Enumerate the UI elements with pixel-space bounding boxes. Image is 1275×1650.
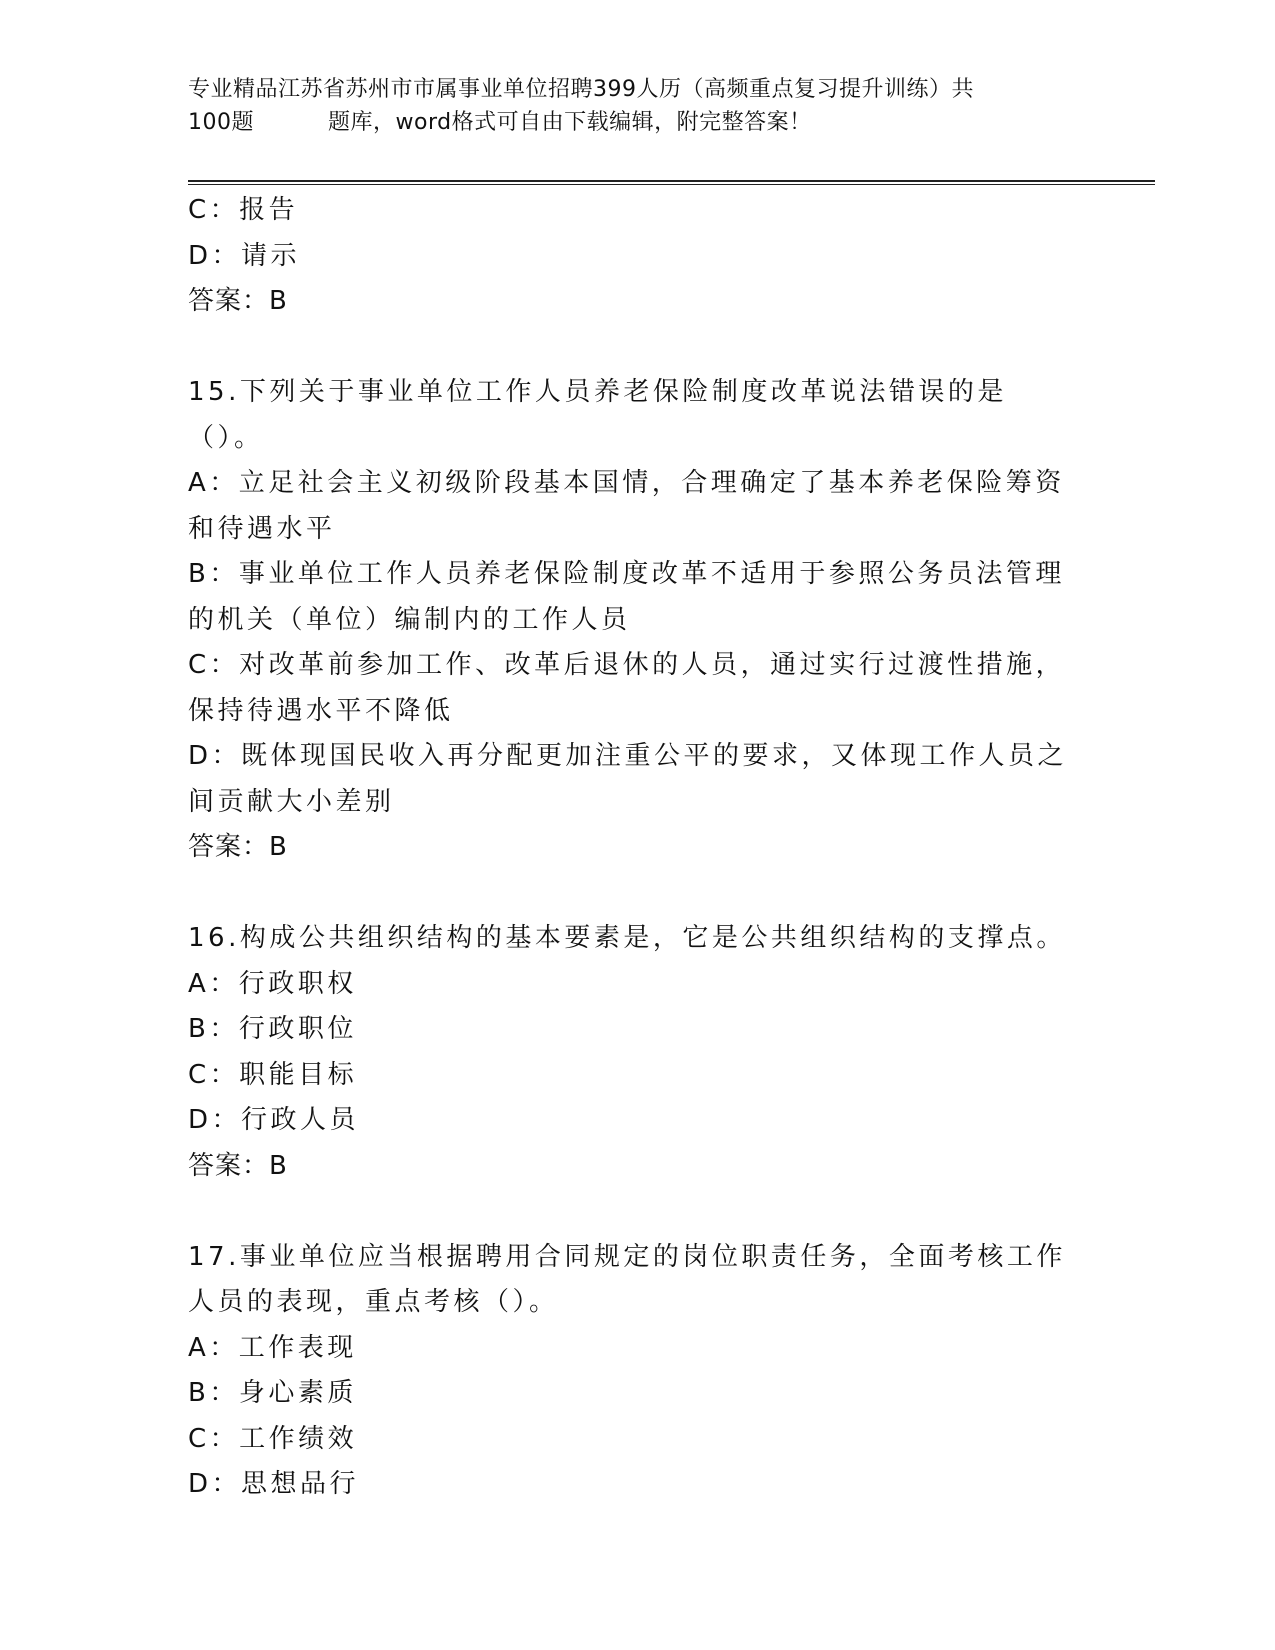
header-line-2	[188, 106, 1068, 139]
question-stem: 16.构成公共组织结构的基本要素是，它是公共组织结构的支撑点。	[188, 923, 1066, 953]
document-header	[188, 73, 1068, 139]
option-b: B：身心素质	[188, 1378, 357, 1408]
header-question-count: 100题	[188, 110, 254, 135]
option-d: D：既体现国民收入再分配更加注重公平的要求，又体现工作人员之间贡献大小差别	[188, 741, 1068, 817]
question-stem: 17.事业单位应当根据聘用合同规定的岗位职责任务，全面考核工作人员的表现，重点考核（）。	[188, 1241, 1066, 1317]
option-a: A：立足社会主义初级阶段基本国情，合理确定了基本养老保险筹资和待遇水平	[188, 468, 1065, 544]
option-a: A：行政职权	[188, 968, 357, 999]
answer: 答案：B	[188, 1150, 288, 1181]
header-line-1: 专业精品江苏省苏州市市属事业单位招聘399人历（高频重点复习提升训练）共	[188, 77, 974, 102]
answer: 答案：B	[188, 286, 288, 316]
question-list	[188, 188, 1078, 1508]
header-description: 题库，word格式可自由下载编辑，附完整答案！	[328, 110, 812, 135]
option-c: C：工作绩效	[188, 1423, 358, 1454]
answer: 答案：B	[188, 832, 288, 862]
option-d: D：思想品行	[188, 1469, 360, 1499]
option-c: C：对改革前参加工作、改革后退休的人员，通过实行过渡性措施，保持待遇水平不降低	[188, 650, 1066, 726]
option-d: D：请示	[188, 240, 301, 271]
header-rule-thick	[188, 180, 1155, 182]
option-b: B：事业单位工作人员养老保险制度改革不适用于参照公务员法管理的机关（单位）编制内的工作人员	[188, 559, 1065, 635]
option-b: B：行政职位	[188, 1014, 357, 1044]
option-d: D：行政人员	[188, 1105, 360, 1135]
option-a: A：工作表现	[188, 1332, 357, 1363]
option-c: C：报告	[188, 195, 299, 225]
header-rule-thin	[188, 184, 1155, 185]
option-c: C：职能目标	[188, 1059, 358, 1090]
question-stem: 15.下列关于事业单位工作人员养老保险制度改革说法错误的是（）。	[188, 377, 1007, 453]
